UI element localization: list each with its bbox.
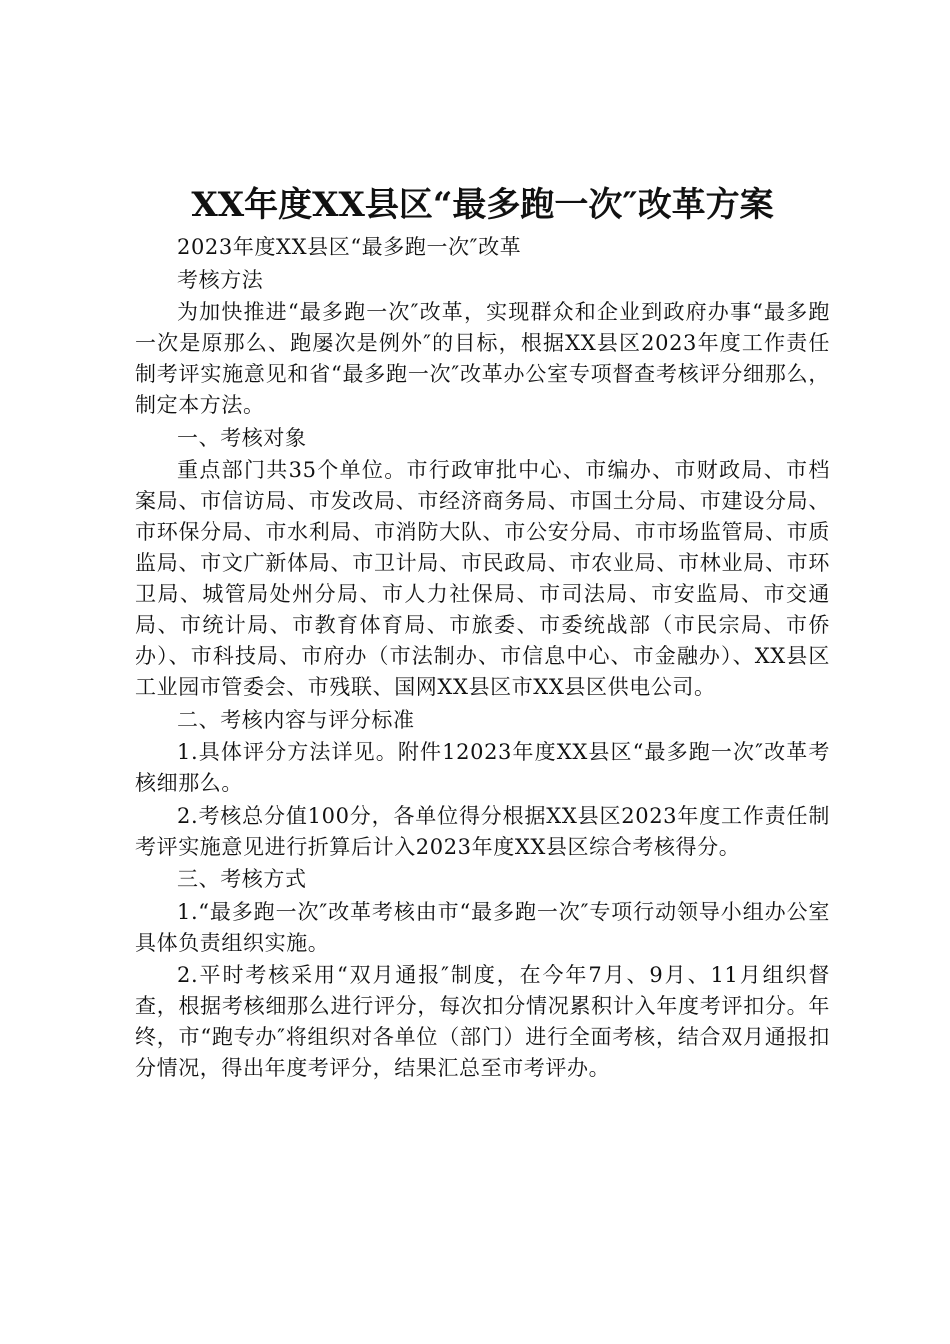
document-page (135, 180, 830, 1086)
intro-paragraph: 为加快推进“最多跑一次″改革，实现群众和企业到政府办事“最多跑一次是原那么、跑屡次是例外″的目标，根据XX县区2023年度工作责任制考评实施意见和省“最多跑一次″改革办公室专项督查考核评分细那么，制定本方法。 (135, 300, 830, 417)
section-heading-1: 一、考核对象 (177, 425, 307, 450)
section-2-item-2: 2.考核总分值100分，各单位得分根据XX县区2023年度工作责任制考评实施意见进行折算后计入2023年度XX县区综合考核得分。 (135, 803, 830, 859)
section-3-item-1: 1.“最多跑一次″改革考核由市“最多跑一次″专项行动领导小组办公室具体负责组织实施。 (135, 899, 830, 955)
section-1-paragraph: 重点部门共35个单位。市行政审批中心、市编办、市财政局、市档案局、市信访局、市发改局、市经济商务局、市国土分局、市建设分局、市环保分局、市水利局、市消防大队、市公安分局、市市场监管局、市质监局、市文广新体局、市卫计局、市民政局、市农业局、市林业局、市环卫局、城管局处州分局、市人力社保局、市司法局、市安监局、市交通局、市统计局、市教育体育局、市旅委、市委统战部（市民宗局、市侨办）、市科技局、市府办（市法制办、市信息中心、市金融办）、XX县区工业园市管委会、市残联、国网XX县区市XX县区供电公司。 (135, 458, 830, 699)
subtitle-line-2: 考核方法 (177, 267, 264, 292)
section-heading-2: 二、考核内容与评分标准 (177, 707, 415, 732)
section-3-item-2: 2.平时考核采用“双月通报″制度，在今年7月、9月、11月组织督查，根据考核细那么进行评分，每次扣分情况累积计入年度考评扣分。年终，市“跑专办″将组织对各单位（部门）进行全面考核，结合双月通报扣分情况，得出年度考评分，结果汇总至市考评办。 (135, 963, 830, 1080)
section-heading-3: 三、考核方式 (177, 867, 307, 891)
document-title: XX年度XX县区“最多跑一次″改革方案 (191, 185, 774, 225)
section-2-item-1: 1.具体评分方法详见。附件12023年度XX县区“最多跑一次″改革考核细那么。 (135, 740, 830, 795)
subtitle-line-1: 2023年度XX县区“最多跑一次″改革 (177, 235, 522, 259)
